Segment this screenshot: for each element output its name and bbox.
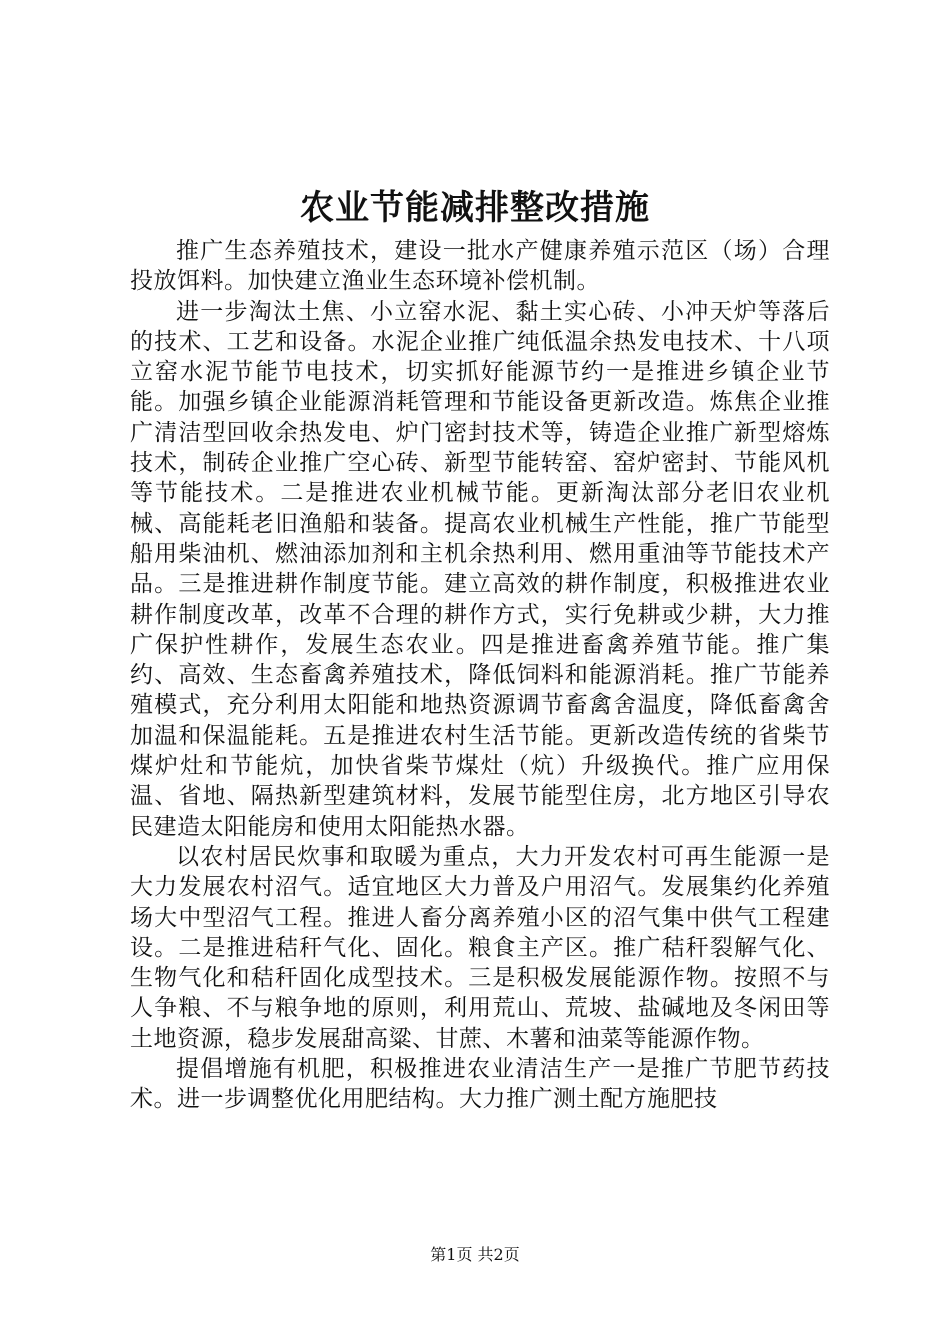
- paragraph-4: 提倡增施有机肥，积极推进农业清洁生产一是推广节肥节药技术。进一步调整优化用肥结构。大力推广测土配方施肥技: [130, 1056, 830, 1113]
- paragraph-1: 推广生态养殖技术，建设一批水产健康养殖示范区（场）合理投放饵料。加快建立渔业生态环境补偿机制。: [130, 238, 830, 295]
- paragraph-3: 以农村居民炊事和取暖为重点，大力开发农村可再生能源一是大力发展农村沼气。适宜地区大力普及户用沼气。发展集约化养殖场大中型沼气工程。推进人畜分离养殖小区的沼气集中供气工程建设。二是推进秸秆气化、固化。粮食主产区。推广秸秆裂解气化、生物气化和秸秆固化成型技术。三是积极发展能源作物。按照不与人争粮、不与粮争地的原则，利用荒山、荒坡、盐碱地及冬闲田等土地资源，稳步发展甜高粱、甘蔗、木薯和油菜等能源作物。: [130, 843, 830, 1052]
- paragraph-2: 进一步淘汰土焦、小立窑水泥、黏土实心砖、小冲天炉等落后的技术、工艺和设备。水泥企业推广纯低温余热发电技术、十八项立窑水泥节能节电技术，切实抓好能源节约一是推进乡镇企业节能。加强乡镇企业能源消耗管理和节能设备更新改造。炼焦企业推广清洁型回收余热发电、炉门密封技术等，铸造企业推广新型熔炼技术，制砖企业推广空心砖、新型节能转窑、窑炉密封、节能风机等节能技术。二是推进农业机械节能。更新淘汰部分老旧农业机械、高能耗老旧渔船和装备。提高农业机械生产性能，推广节能型船用柴油机、燃油添加剂和主机余热利用、燃用重油等节能技术产品。三是推进耕作制度节能。建立高效的耕作制度，积极推进农业耕作制度改革，改革不合理的耕作方式，实行免耕或少耕，大力推广保护性耕作，发展生态农业。四是推进畜禽养殖节能。推广集约、高效、生态畜禽养殖技术，降低饲料和能源消耗。推广节能养殖模式，充分利用太阳能和地热资源调节畜禽舍温度，降低畜禽舍加温和保温能耗。五是推进农村生活节能。更新改造传统的省柴节煤炉灶和节能炕，加快省柴节煤灶（炕）升级换代。推广应用保温、省地、隔热新型建筑材料，发展节能型住房，北方地区引导农民建造太阳能房和使用太阳能热水器。: [130, 298, 830, 840]
- document-body: [130, 236, 830, 1115]
- page-number-footer: 第1页 共2页: [430, 1245, 520, 1264]
- document-title: 农业节能减排整改措施: [300, 188, 650, 228]
